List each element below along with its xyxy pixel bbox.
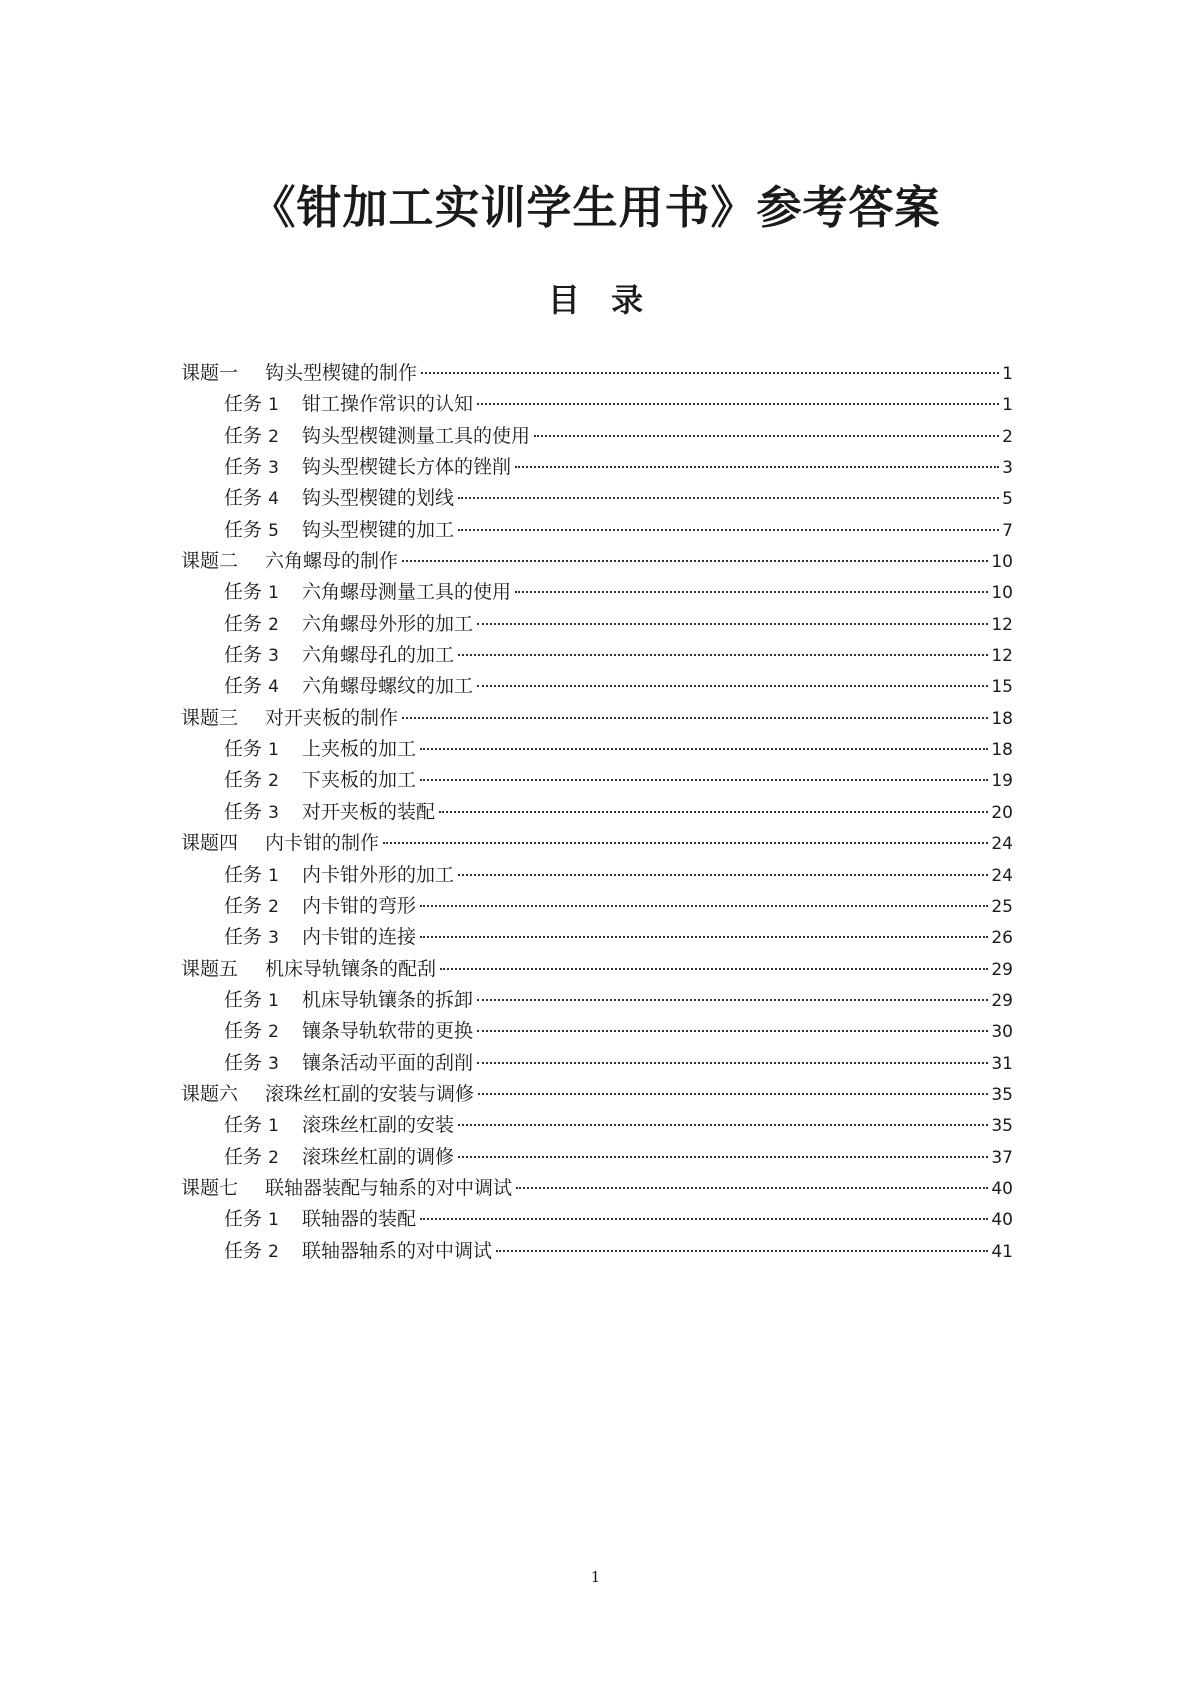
toc-entry-page: 1 — [1002, 364, 1013, 384]
toc-dot-leader — [440, 968, 988, 970]
toc-task-digit: 2 — [268, 614, 279, 635]
toc-entry-page: 30 — [991, 1022, 1013, 1043]
toc-chapter-entry[interactable] — [181, 1173, 1013, 1204]
toc-entry-page: 10 — [991, 552, 1013, 573]
toc-dot-leader — [477, 623, 988, 625]
toc-task-entry[interactable] — [181, 765, 1013, 796]
toc-entry-number — [224, 577, 302, 609]
toc-task-digit: 3 — [268, 928, 279, 949]
toc-chapter-entry[interactable] — [181, 358, 1013, 389]
toc-entry-number — [224, 609, 302, 641]
toc-task-prefix: 任务 — [224, 581, 263, 604]
toc-task-entry[interactable] — [181, 389, 1013, 420]
toc-entry-label — [224, 1142, 454, 1174]
toc-task-digit: 2 — [268, 1022, 279, 1043]
toc-task-prefix: 任务 — [224, 675, 263, 698]
page-number: 1 — [590, 1568, 601, 1586]
toc-task-digit: 3 — [268, 802, 279, 823]
toc-entry-page: 1 — [1002, 395, 1013, 416]
toc-entry-number: 课题六 — [181, 1082, 239, 1105]
toc-entry-page: 37 — [991, 1147, 1013, 1168]
toc-entry-page: 15 — [991, 677, 1013, 698]
toc-entry-number — [224, 922, 302, 954]
toc-entry-number — [224, 1110, 302, 1142]
toc-task-entry[interactable] — [181, 640, 1013, 671]
toc-dot-leader — [458, 874, 988, 876]
toc-entry-title: 六角螺母外形的加工 — [302, 612, 474, 635]
toc-dot-leader — [478, 1093, 988, 1095]
toc-entry-label — [181, 1173, 512, 1204]
toc-task-entry[interactable] — [181, 922, 1013, 953]
toc-task-prefix: 任务 — [224, 393, 263, 416]
toc-chapter-entry[interactable] — [181, 954, 1013, 985]
toc-task-digit: 1 — [268, 583, 279, 604]
toc-entry-number: 课题四 — [181, 832, 239, 855]
toc-task-entry[interactable] — [181, 577, 1013, 608]
toc-entry-label — [224, 421, 530, 453]
toc-entry-page: 18 — [991, 708, 1013, 729]
toc-entry-label — [181, 546, 398, 577]
toc-task-digit: 3 — [268, 458, 279, 479]
toc-task-prefix: 任务 — [224, 424, 263, 447]
toc-entry-label — [181, 358, 417, 389]
toc-entry-title: 滚珠丝杠副的安装与调修 — [265, 1082, 475, 1105]
toc-entry-number — [224, 483, 302, 515]
toc-dot-leader — [439, 811, 988, 813]
toc-task-entry[interactable] — [181, 421, 1013, 452]
toc-entry-title: 联轴器轴系的对中调试 — [302, 1239, 493, 1262]
toc-task-prefix: 任务 — [224, 1114, 263, 1137]
toc-dot-leader — [420, 905, 988, 907]
toc-entry-label — [181, 703, 398, 734]
toc-task-digit: 5 — [268, 520, 279, 541]
toc-task-digit: 2 — [268, 771, 279, 792]
toc-entry-page: 2 — [1002, 426, 1013, 447]
toc-dot-leader — [477, 999, 988, 1001]
toc-task-digit: 2 — [268, 1241, 279, 1262]
toc-task-prefix: 任务 — [224, 769, 263, 792]
toc-entry-label — [224, 609, 473, 641]
toc-task-prefix: 任务 — [224, 1208, 263, 1231]
toc-dot-leader — [458, 1124, 988, 1126]
toc-entry-label — [224, 1016, 473, 1048]
toc-entry-title: 镶条导轨软带的更换 — [302, 1020, 474, 1043]
toc-dot-leader — [383, 842, 988, 844]
toc-entry-title: 上夹板的加工 — [302, 738, 417, 761]
toc-dot-leader — [515, 591, 988, 593]
toc-entry-label — [224, 452, 511, 484]
toc-dot-leader — [402, 717, 988, 719]
toc-task-entry[interactable] — [181, 609, 1013, 640]
toc-task-digit: 2 — [268, 896, 279, 917]
toc-dot-leader — [458, 654, 988, 656]
toc-task-prefix: 任务 — [224, 518, 263, 541]
toc-chapter-entry[interactable] — [181, 703, 1013, 734]
toc-task-entry[interactable] — [181, 483, 1013, 514]
toc-entry-label — [224, 1236, 492, 1268]
toc-task-entry[interactable] — [181, 891, 1013, 922]
toc-dot-leader — [534, 435, 999, 437]
toc-entry-page: 40 — [991, 1210, 1013, 1231]
toc-task-prefix: 任务 — [224, 644, 263, 667]
toc-entry-title: 联轴器装配与轴系的对中调试 — [265, 1176, 513, 1199]
toc-entry-label — [181, 1079, 474, 1110]
toc-entry-page: 31 — [991, 1053, 1013, 1074]
toc-entry-title: 钩头型楔键的划线 — [302, 487, 455, 510]
toc-entry-page: 35 — [991, 1084, 1013, 1105]
toc-entry-title: 对开夹板的装配 — [302, 800, 436, 823]
toc-dot-leader — [477, 1062, 988, 1064]
toc-task-prefix: 任务 — [224, 738, 263, 761]
toc-entry-number — [224, 515, 302, 547]
toc-entry-number: 课题七 — [181, 1176, 239, 1199]
toc-entry-number — [224, 860, 302, 892]
toc-entry-number — [224, 1048, 302, 1080]
toc-entry-title: 镶条活动平面的刮削 — [302, 1051, 474, 1074]
toc-entry-label — [181, 954, 436, 985]
toc-task-prefix: 任务 — [224, 1020, 263, 1043]
toc-entry-page: 26 — [991, 928, 1013, 949]
toc-entry-label — [224, 577, 511, 609]
toc-entry-number — [224, 797, 302, 829]
toc-entry-label — [224, 765, 416, 797]
toc-entry-title: 六角螺母螺纹的加工 — [302, 675, 474, 698]
toc-entry-label — [224, 671, 473, 703]
toc-task-prefix: 任务 — [224, 926, 263, 949]
toc-entry-title: 内卡钳的弯形 — [302, 894, 417, 917]
toc-dot-leader — [402, 560, 988, 562]
toc-task-prefix: 任务 — [224, 1239, 263, 1262]
toc-entry-title: 对开夹板的制作 — [265, 706, 399, 729]
toc-task-prefix: 任务 — [224, 894, 263, 917]
toc-task-entry[interactable] — [181, 734, 1013, 765]
toc-dot-leader — [420, 748, 988, 750]
toc-task-entry[interactable] — [181, 515, 1013, 546]
toc-entry-number: 课题五 — [181, 957, 239, 980]
toc-heading: 目 录 — [547, 281, 644, 319]
document-title: 《钳加工实训学生用书》参考答案 — [250, 181, 941, 234]
toc-chapter-entry[interactable] — [181, 828, 1013, 859]
toc-entry-page: 12 — [991, 646, 1013, 667]
toc-entry-title: 钳工操作常识的认知 — [302, 393, 474, 416]
toc-entry-page: 7 — [1002, 520, 1013, 541]
toc-task-digit: 4 — [268, 489, 279, 510]
toc-task-prefix: 任务 — [224, 1051, 263, 1074]
toc-task-entry[interactable] — [181, 1016, 1013, 1047]
toc-entry-label — [224, 891, 416, 923]
toc-entry-label — [224, 483, 454, 515]
toc-entry-title: 钩头型楔键的加工 — [302, 518, 455, 541]
toc-task-digit: 1 — [268, 395, 279, 416]
toc-entry-label — [224, 734, 416, 766]
toc-entry-page: 5 — [1002, 489, 1013, 510]
toc-dot-leader — [516, 1187, 988, 1189]
toc-entry-title: 钩头型楔键的制作 — [265, 362, 418, 384]
toc-entry-page: 24 — [991, 865, 1013, 886]
toc-task-entry[interactable] — [181, 860, 1013, 891]
toc-entry-label — [224, 1110, 454, 1142]
toc-dot-leader — [477, 403, 999, 405]
toc-task-digit: 4 — [268, 677, 279, 698]
toc-task-entry[interactable] — [181, 1142, 1013, 1173]
toc-entry-page: 3 — [1002, 458, 1013, 479]
toc-entry-number: 课题二 — [181, 550, 239, 573]
toc-entry-page: 29 — [991, 959, 1013, 980]
toc-entry-number — [224, 640, 302, 672]
toc-entry-label — [224, 797, 435, 829]
toc-dot-leader — [515, 466, 999, 468]
toc-task-entry[interactable] — [181, 985, 1013, 1016]
table-of-contents — [181, 358, 1013, 1267]
toc-task-digit: 1 — [268, 990, 279, 1011]
toc-entry-number: 课题三 — [181, 706, 239, 729]
toc-chapter-entry[interactable] — [181, 1079, 1013, 1110]
toc-entry-title: 内卡钳的制作 — [265, 832, 380, 855]
toc-dot-leader — [420, 779, 988, 781]
toc-entry-label — [224, 515, 454, 547]
toc-entry-page: 35 — [991, 1116, 1013, 1137]
toc-task-entry[interactable] — [181, 452, 1013, 483]
toc-task-digit: 2 — [268, 426, 279, 447]
toc-task-digit: 1 — [268, 1116, 279, 1137]
toc-task-digit: 1 — [268, 865, 279, 886]
toc-entry-page: 41 — [991, 1241, 1013, 1262]
toc-entry-title: 机床导轨镶条的拆卸 — [302, 988, 474, 1011]
toc-entry-label — [224, 640, 454, 672]
toc-task-prefix: 任务 — [224, 988, 263, 1011]
toc-entry-page: 40 — [991, 1178, 1013, 1199]
toc-entry-title: 滚珠丝杠副的调修 — [302, 1145, 455, 1168]
toc-entry-title: 联轴器的装配 — [302, 1208, 417, 1231]
toc-dot-leader — [458, 1156, 988, 1158]
toc-dot-leader — [421, 372, 999, 374]
toc-dot-leader — [477, 1030, 988, 1032]
toc-task-entry[interactable] — [181, 1110, 1013, 1141]
toc-entry-page: 29 — [991, 990, 1013, 1011]
toc-entry-number — [224, 1236, 302, 1268]
toc-entry-page: 18 — [991, 740, 1013, 761]
toc-task-digit: 1 — [268, 1210, 279, 1231]
toc-entry-label — [224, 389, 473, 421]
toc-entry-label — [181, 828, 379, 859]
toc-task-digit: 3 — [268, 646, 279, 667]
toc-task-entry[interactable] — [181, 671, 1013, 702]
toc-dot-leader — [420, 1218, 988, 1220]
toc-entry-page: 20 — [991, 802, 1013, 823]
toc-entry-title: 内卡钳外形的加工 — [302, 863, 455, 886]
toc-entry-number — [224, 1142, 302, 1174]
toc-task-entry[interactable] — [181, 1048, 1013, 1079]
toc-dot-leader — [458, 497, 999, 499]
toc-entry-label — [224, 1204, 416, 1236]
toc-task-entry[interactable] — [181, 797, 1013, 828]
toc-task-prefix: 任务 — [224, 487, 263, 510]
toc-dot-leader — [496, 1250, 988, 1252]
toc-task-prefix: 任务 — [224, 612, 263, 635]
toc-task-prefix: 任务 — [224, 863, 263, 886]
toc-entry-title: 内卡钳的连接 — [302, 926, 417, 949]
toc-task-entry[interactable] — [181, 1236, 1013, 1267]
toc-entry-number: 课题一 — [181, 362, 239, 384]
toc-entry-title: 六角螺母测量工具的使用 — [302, 581, 512, 604]
toc-entry-label — [224, 1048, 473, 1080]
toc-entry-page: 10 — [991, 583, 1013, 604]
toc-task-prefix: 任务 — [224, 800, 263, 823]
toc-dot-leader — [458, 529, 999, 531]
toc-entry-number — [224, 452, 302, 484]
toc-entry-number — [224, 1016, 302, 1048]
toc-task-prefix: 任务 — [224, 456, 263, 479]
toc-dot-leader — [477, 685, 988, 687]
toc-entry-number — [224, 891, 302, 923]
toc-entry-number — [224, 671, 302, 703]
toc-task-entry[interactable] — [181, 1204, 1013, 1235]
toc-entry-title: 滚珠丝杠副的安装 — [302, 1114, 455, 1137]
toc-task-digit: 2 — [268, 1147, 279, 1168]
toc-task-digit: 1 — [268, 740, 279, 761]
toc-entry-label — [224, 860, 454, 892]
toc-task-digit: 3 — [268, 1053, 279, 1074]
toc-entry-number — [224, 389, 302, 421]
toc-entry-title: 六角螺母孔的加工 — [302, 644, 455, 667]
toc-entry-number — [224, 985, 302, 1017]
toc-entry-page: 24 — [991, 834, 1013, 855]
toc-entry-number — [224, 765, 302, 797]
toc-entry-label — [224, 922, 416, 954]
toc-entry-number — [224, 1204, 302, 1236]
toc-entry-page: 19 — [991, 771, 1013, 792]
toc-entry-page: 12 — [991, 614, 1013, 635]
toc-entry-title: 六角螺母的制作 — [265, 550, 399, 573]
toc-entry-number — [224, 734, 302, 766]
toc-task-prefix: 任务 — [224, 1145, 263, 1168]
toc-chapter-entry[interactable] — [181, 546, 1013, 577]
toc-entry-page: 25 — [991, 896, 1013, 917]
toc-entry-title: 钩头型楔键测量工具的使用 — [302, 424, 531, 447]
toc-entry-number — [224, 421, 302, 453]
toc-dot-leader — [420, 936, 988, 938]
toc-entry-label — [224, 985, 473, 1017]
toc-entry-title: 钩头型楔键长方体的锉削 — [302, 456, 512, 479]
toc-entry-title: 下夹板的加工 — [302, 769, 417, 792]
toc-entry-title: 机床导轨镶条的配刮 — [265, 957, 437, 980]
